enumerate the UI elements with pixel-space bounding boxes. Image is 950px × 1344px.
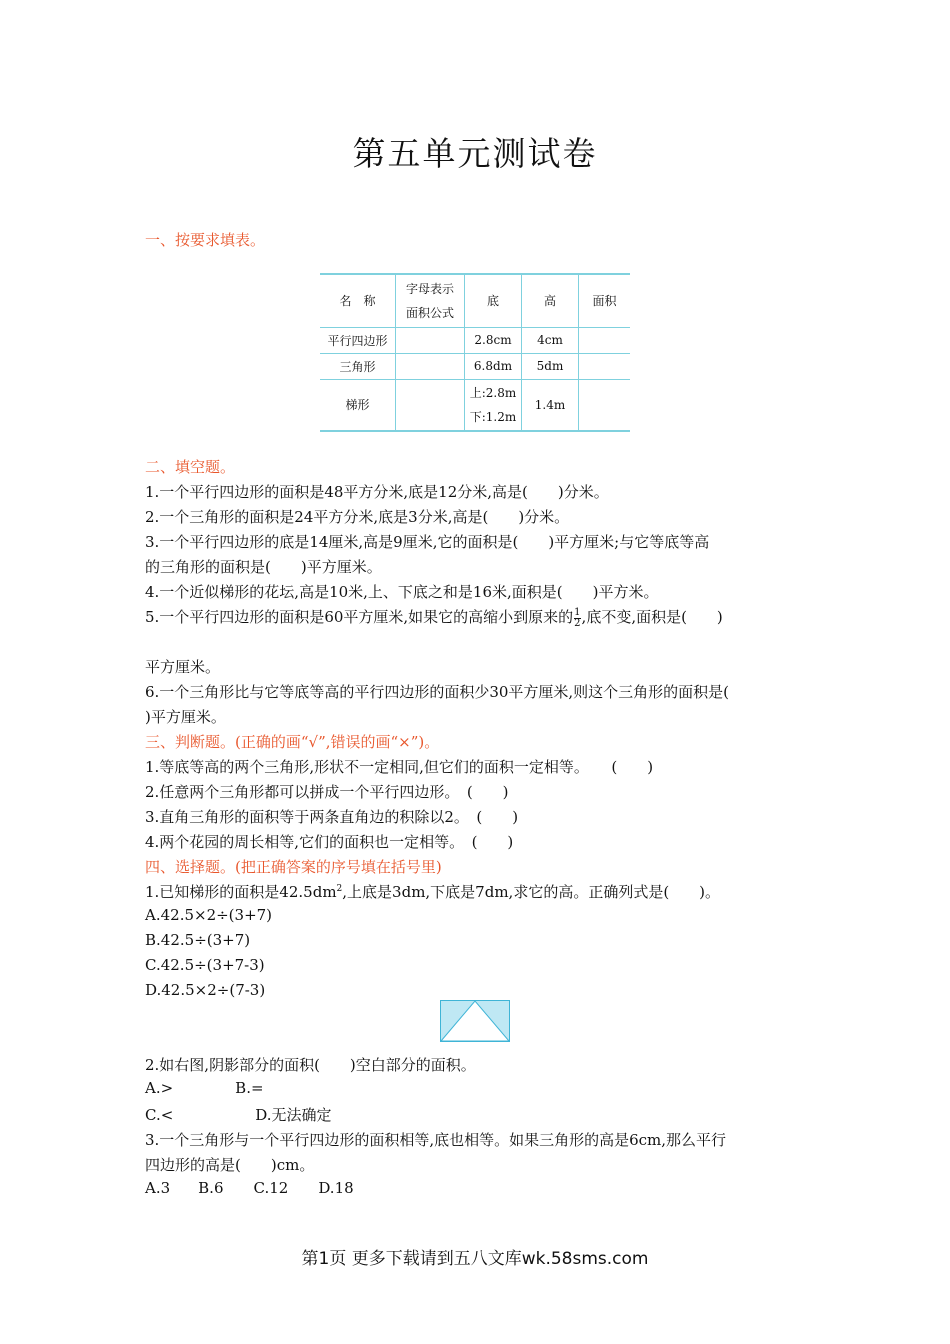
header-base: 底 [465, 274, 522, 327]
s3-q2: 2.任意两个三角形都可以拼成一个平行四边形。 ( ) [145, 783, 509, 801]
row-name: 三角形 [320, 353, 396, 379]
s4-q1-option-d: D.42.5×2÷(7-3) [145, 981, 266, 999]
s4-q1 [145, 881, 720, 902]
table-header-row [320, 274, 630, 327]
row-base-top: 上:2.8m [469, 385, 517, 400]
section1-heading: 一、按要求填表。 [145, 231, 266, 249]
row-name: 梯形 [320, 379, 396, 431]
header-formula-line2: 面积公式 [405, 305, 454, 320]
page-title: 第五单元测试卷 [352, 134, 598, 173]
s4-q2: 2.如右图,阴影部分的面积( )空白部分的面积。 [145, 1056, 476, 1074]
s4-q2-option-b: B.= [235, 1079, 264, 1097]
s2-q6-line2: )平方厘米。 [145, 708, 226, 726]
s4-q3-option-c: C.12 [253, 1179, 289, 1197]
row-height: 1.4m [522, 379, 579, 431]
row-formula-cell[interactable] [396, 327, 465, 353]
s2-q5-line1 [145, 606, 723, 629]
header-height: 高 [522, 274, 579, 327]
fraction-denominator: 2 [574, 617, 581, 629]
s2-q3-line2: 的三角形的面积是( )平方厘米。 [145, 558, 382, 576]
row-base [465, 379, 522, 431]
section2-heading: 二、填空题。 [145, 458, 236, 476]
page-footer: 第1页 更多下载请到五八文库wk.58sms.com [301, 1249, 649, 1269]
row-base: 6.8dm [465, 353, 522, 379]
s4-q1-option-c: C.42.5÷(3+7-3) [145, 956, 265, 974]
s2-q3-line1: 3.一个平行四边形的底是14厘米,高是9厘米,它的面积是( )平方厘米;与它等底等高 [145, 533, 710, 551]
s2-q2: 2.一个三角形的面积是24平方分米,底是3分米,高是( )分米。 [145, 508, 570, 526]
row-area-cell[interactable] [579, 353, 631, 379]
s4-q1-option-b: B.42.5÷(3+7) [145, 931, 251, 949]
s2-q5-line2: 平方厘米。 [145, 658, 221, 676]
header-area: 面积 [579, 274, 631, 327]
s4-q2-option-c: C.< [145, 1106, 174, 1124]
s4-q2-options-row1 [145, 1079, 264, 1097]
header-formula-line1: 字母表示 [405, 281, 454, 296]
row-formula-cell[interactable] [396, 379, 465, 431]
row-height: 4cm [522, 327, 579, 353]
s4-q3-options [145, 1179, 354, 1197]
header-formula [396, 274, 465, 327]
s4-q2-option-d: D.无法确定 [255, 1106, 332, 1124]
shaded-triangle-figure [440, 1000, 510, 1042]
fraction-numerator: 1 [574, 606, 581, 618]
one-half-fraction [574, 608, 580, 629]
section4-heading: 四、选择题。(把正确答案的序号填在括号里) [145, 858, 442, 876]
s3-q3: 3.直角三角形的面积等于两条直角边的积除以2。 ( ) [145, 808, 519, 826]
s4-q2-option-a: A.> [145, 1079, 174, 1097]
row-area-cell[interactable] [579, 379, 631, 431]
s2-q5-text-a: 5.一个平行四边形的面积是60平方厘米,如果它的高缩小到原来的 [145, 608, 574, 626]
row-formula-cell[interactable] [396, 353, 465, 379]
fill-table [320, 273, 630, 432]
s4-q3-line1: 3.一个三角形与一个平行四边形的面积相等,底也相等。如果三角形的高是6cm,那么平行 [145, 1131, 727, 1149]
s2-q5-text-b: ,底不变,面积是( ) [581, 608, 723, 626]
s4-q2-options-row2 [145, 1104, 332, 1125]
s3-q1: 1.等底等高的两个三角形,形状不一定相同,但它们的面积一定相等。 ( ) [145, 758, 654, 776]
s4-q1-option-a: A.42.5×2÷(3+7) [145, 906, 273, 924]
s4-q3-option-b: B.6 [198, 1179, 224, 1197]
header-name: 名 称 [320, 274, 396, 327]
s2-q6-line1: 6.一个三角形比与它等底等高的平行四边形的面积少30平方厘米,则这个三角形的面积是( [145, 683, 730, 701]
s4-q3-option-a: A.3 [145, 1179, 171, 1197]
row-base-bottom: 下:1.2m [469, 409, 517, 424]
s4-q3-option-d: D.18 [318, 1179, 354, 1197]
row-height: 5dm [522, 353, 579, 379]
row-area-cell[interactable] [579, 327, 631, 353]
squared-superscript: 2 [336, 884, 343, 894]
table-row [320, 379, 630, 431]
s2-q4: 4.一个近似梯形的花坛,高是10米,上、下底之和是16米,面积是( )平方米。 [145, 583, 659, 601]
row-name: 平行四边形 [320, 327, 396, 353]
section3-heading: 三、判断题。(正确的画“√”,错误的画“×”)。 [145, 733, 440, 751]
table-row [320, 327, 630, 353]
s3-q4: 4.两个花园的周长相等,它们的面积也一定相等。 ( ) [145, 833, 514, 851]
row-base: 2.8cm [465, 327, 522, 353]
s4-q3-line2: 四边形的高是( )cm。 [145, 1156, 315, 1174]
s2-q1: 1.一个平行四边形的面积是48平方分米,底是12分米,高是( )分米。 [145, 483, 609, 501]
s4-q1-text-a: 1.已知梯形的面积是42.5dm [145, 883, 337, 901]
s4-q1-text-b: ,上底是3dm,下底是7dm,求它的高。正确列式是( )。 [342, 883, 721, 901]
table-row [320, 353, 630, 379]
